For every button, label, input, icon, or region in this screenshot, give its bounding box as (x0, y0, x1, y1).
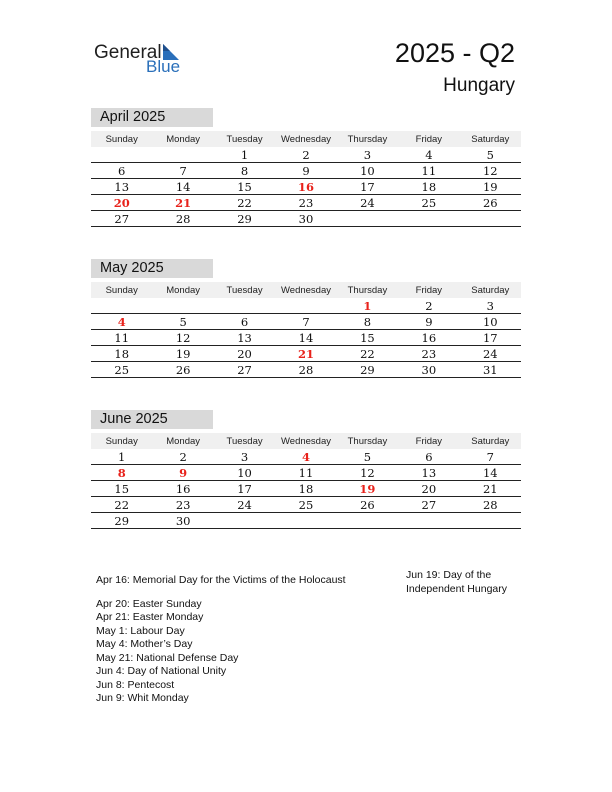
weekday-header (91, 131, 521, 147)
week-row (91, 497, 521, 513)
weekday-label: Thursday (347, 284, 388, 296)
day-cell: 6 (118, 163, 126, 178)
weekday-label: Wednesday (280, 133, 331, 145)
logo-text-general: General (94, 42, 162, 63)
weekday-label: Wednesday (280, 435, 331, 447)
day-cell: 26 (360, 497, 375, 512)
month-calendar (91, 410, 521, 529)
day-cell: 16 (421, 330, 437, 345)
day-cell: 21 (175, 195, 192, 210)
day-cell: 5 (486, 147, 494, 162)
day-cell: 5 (363, 449, 372, 464)
day-cell: 7 (486, 449, 494, 464)
week-row (91, 298, 521, 314)
month-label: June 2025 (91, 410, 213, 429)
country-name: Hungary (443, 75, 515, 96)
day-cell: 1 (363, 298, 372, 313)
day-cell: 3 (240, 449, 249, 464)
day-cell: 9 (179, 465, 188, 480)
day-cell: 7 (179, 163, 187, 178)
day-cell: 23 (421, 346, 437, 361)
weekday-label: Sunday (105, 435, 138, 447)
day-cell: 2 (179, 449, 187, 464)
weekday-header (91, 282, 521, 298)
day-cell: 28 (298, 362, 314, 377)
holiday-note: Apr 20: Easter Sunday (96, 597, 202, 610)
day-cell: 10 (237, 465, 252, 480)
week-row (91, 211, 521, 227)
day-cell: 22 (360, 346, 375, 361)
month-label: May 2025 (91, 259, 213, 278)
day-cell: 25 (421, 195, 437, 210)
day-cell: 8 (117, 465, 126, 480)
weekday-label: Sunday (105, 284, 138, 296)
day-cell: 15 (360, 330, 375, 345)
day-cell: 12 (360, 465, 375, 480)
week-row (91, 147, 521, 163)
week-row (91, 195, 521, 211)
day-cell: 19 (482, 179, 498, 194)
day-cell: 15 (237, 179, 252, 194)
day-cell: 25 (114, 362, 130, 377)
day-cell: 23 (175, 497, 191, 512)
day-cell: 23 (298, 195, 314, 210)
week-row (91, 481, 521, 497)
day-cell: 30 (298, 211, 314, 226)
month-calendar (91, 108, 521, 227)
day-cell: 2 (302, 147, 310, 162)
week-row (91, 163, 521, 179)
day-cell: 6 (240, 314, 249, 329)
weekday-label: Thursday (347, 435, 388, 447)
day-cell: 13 (421, 465, 437, 480)
day-cell: 1 (118, 449, 126, 464)
day-cell: 13 (114, 179, 130, 194)
day-cell: 29 (237, 211, 252, 226)
day-cell: 26 (175, 362, 191, 377)
page-title: 2025 - Q2 (394, 38, 515, 68)
day-cell: 27 (421, 497, 437, 512)
weekday-header (91, 433, 521, 449)
weekday-label: Saturday (471, 284, 510, 296)
holiday-note: Jun 9: Whit Monday (96, 692, 189, 704)
weekday-label: Sunday (105, 133, 138, 145)
weekday-label: Thursday (347, 133, 388, 145)
month-calendar (91, 259, 521, 378)
weekday-label: Tuesday (226, 133, 263, 145)
day-cell: 9 (302, 163, 310, 178)
day-cell: 20 (421, 481, 437, 496)
day-cell: 21 (482, 481, 498, 496)
day-cell: 27 (237, 362, 252, 377)
holiday-note: May 21: National Defense Day (96, 651, 239, 664)
holiday-note-right: Jun 19: Day of the Independent Hungary (406, 569, 507, 595)
holiday-note: Jun 8: Pentecost (96, 678, 175, 691)
weekday-label: Tuesday (226, 284, 263, 296)
week-row (91, 179, 521, 195)
day-cell: 21 (297, 346, 314, 361)
day-cell: 9 (425, 314, 433, 329)
weekday-label: Saturday (471, 133, 510, 145)
day-cell: 26 (482, 195, 498, 210)
day-cell: 16 (297, 179, 314, 194)
day-cell: 19 (175, 346, 191, 361)
day-cell: 6 (425, 449, 433, 464)
week-row (91, 513, 521, 529)
month-label: April 2025 (91, 108, 213, 127)
holiday-notes (96, 574, 346, 706)
day-cell: 30 (175, 513, 191, 528)
day-cell: 29 (360, 362, 375, 377)
day-cell: 5 (179, 314, 187, 329)
day-cell: 7 (302, 314, 310, 329)
day-cell: 24 (237, 497, 252, 512)
day-cell: 10 (360, 163, 375, 178)
day-cell: 17 (482, 330, 498, 345)
weekday-label: Friday (415, 435, 443, 447)
day-cell: 24 (360, 195, 375, 210)
week-row (91, 346, 521, 362)
day-cell: 2 (425, 298, 433, 313)
week-row (91, 465, 521, 481)
weekday-label: Friday (415, 284, 443, 296)
day-cell: 29 (114, 513, 130, 528)
holiday-note: May 1: Labour Day (96, 624, 185, 637)
day-cell: 28 (175, 211, 191, 226)
weekday-label: Friday (415, 133, 443, 145)
day-cell: 10 (482, 314, 498, 329)
day-cell: 18 (114, 346, 130, 361)
day-cell: 18 (421, 179, 437, 194)
day-cell: 3 (363, 147, 372, 162)
day-cell: 12 (482, 163, 498, 178)
day-cell: 22 (237, 195, 252, 210)
day-cell: 27 (114, 211, 130, 226)
day-cell: 4 (117, 314, 126, 329)
day-cell: 14 (482, 465, 498, 480)
day-cell: 12 (175, 330, 191, 345)
holiday-note: Apr 16: Memorial Day for the Victims of the Holocaust (96, 574, 346, 586)
day-cell: 15 (114, 481, 130, 496)
day-cell: 16 (175, 481, 191, 496)
week-row (91, 314, 521, 330)
weekday-label: Saturday (471, 435, 510, 447)
day-cell: 11 (298, 465, 314, 480)
day-cell: 11 (114, 330, 130, 345)
day-cell: 25 (298, 497, 314, 512)
holiday-note: May 4: Mother’s Day (96, 638, 193, 650)
week-row (91, 330, 521, 346)
day-cell: 20 (237, 346, 252, 361)
day-cell: 20 (113, 195, 130, 210)
day-cell: 14 (175, 179, 191, 194)
day-cell: 31 (482, 362, 498, 377)
logo (94, 40, 194, 80)
day-cell: 28 (482, 497, 498, 512)
day-cell: 18 (298, 481, 314, 496)
day-cell: 24 (482, 346, 498, 361)
day-cell: 8 (363, 314, 372, 329)
day-cell: 1 (240, 147, 249, 162)
weekday-label: Tuesday (226, 435, 263, 447)
week-row (91, 449, 521, 465)
day-cell: 3 (486, 298, 494, 313)
weekday-label: Monday (166, 435, 201, 447)
weekday-label: Wednesday (280, 284, 331, 296)
day-cell: 19 (359, 481, 376, 496)
logo-text-blue: Blue (146, 57, 181, 76)
day-cell: 8 (240, 163, 249, 178)
day-cell: 14 (298, 330, 314, 345)
day-cell: 13 (237, 330, 252, 345)
holiday-note: Jun 4: Day of National Unity (96, 665, 227, 677)
week-row (91, 362, 521, 378)
day-cell: 30 (421, 362, 437, 377)
day-cell: 17 (360, 179, 375, 194)
day-cell: 22 (114, 497, 130, 512)
weekday-label: Monday (166, 133, 201, 145)
day-cell: 11 (421, 163, 437, 178)
weekday-label: Monday (166, 284, 201, 296)
day-cell: 4 (425, 147, 433, 162)
day-cell: 17 (237, 481, 252, 496)
holiday-note: Apr 21: Easter Monday (96, 611, 204, 623)
day-cell: 4 (301, 449, 310, 464)
